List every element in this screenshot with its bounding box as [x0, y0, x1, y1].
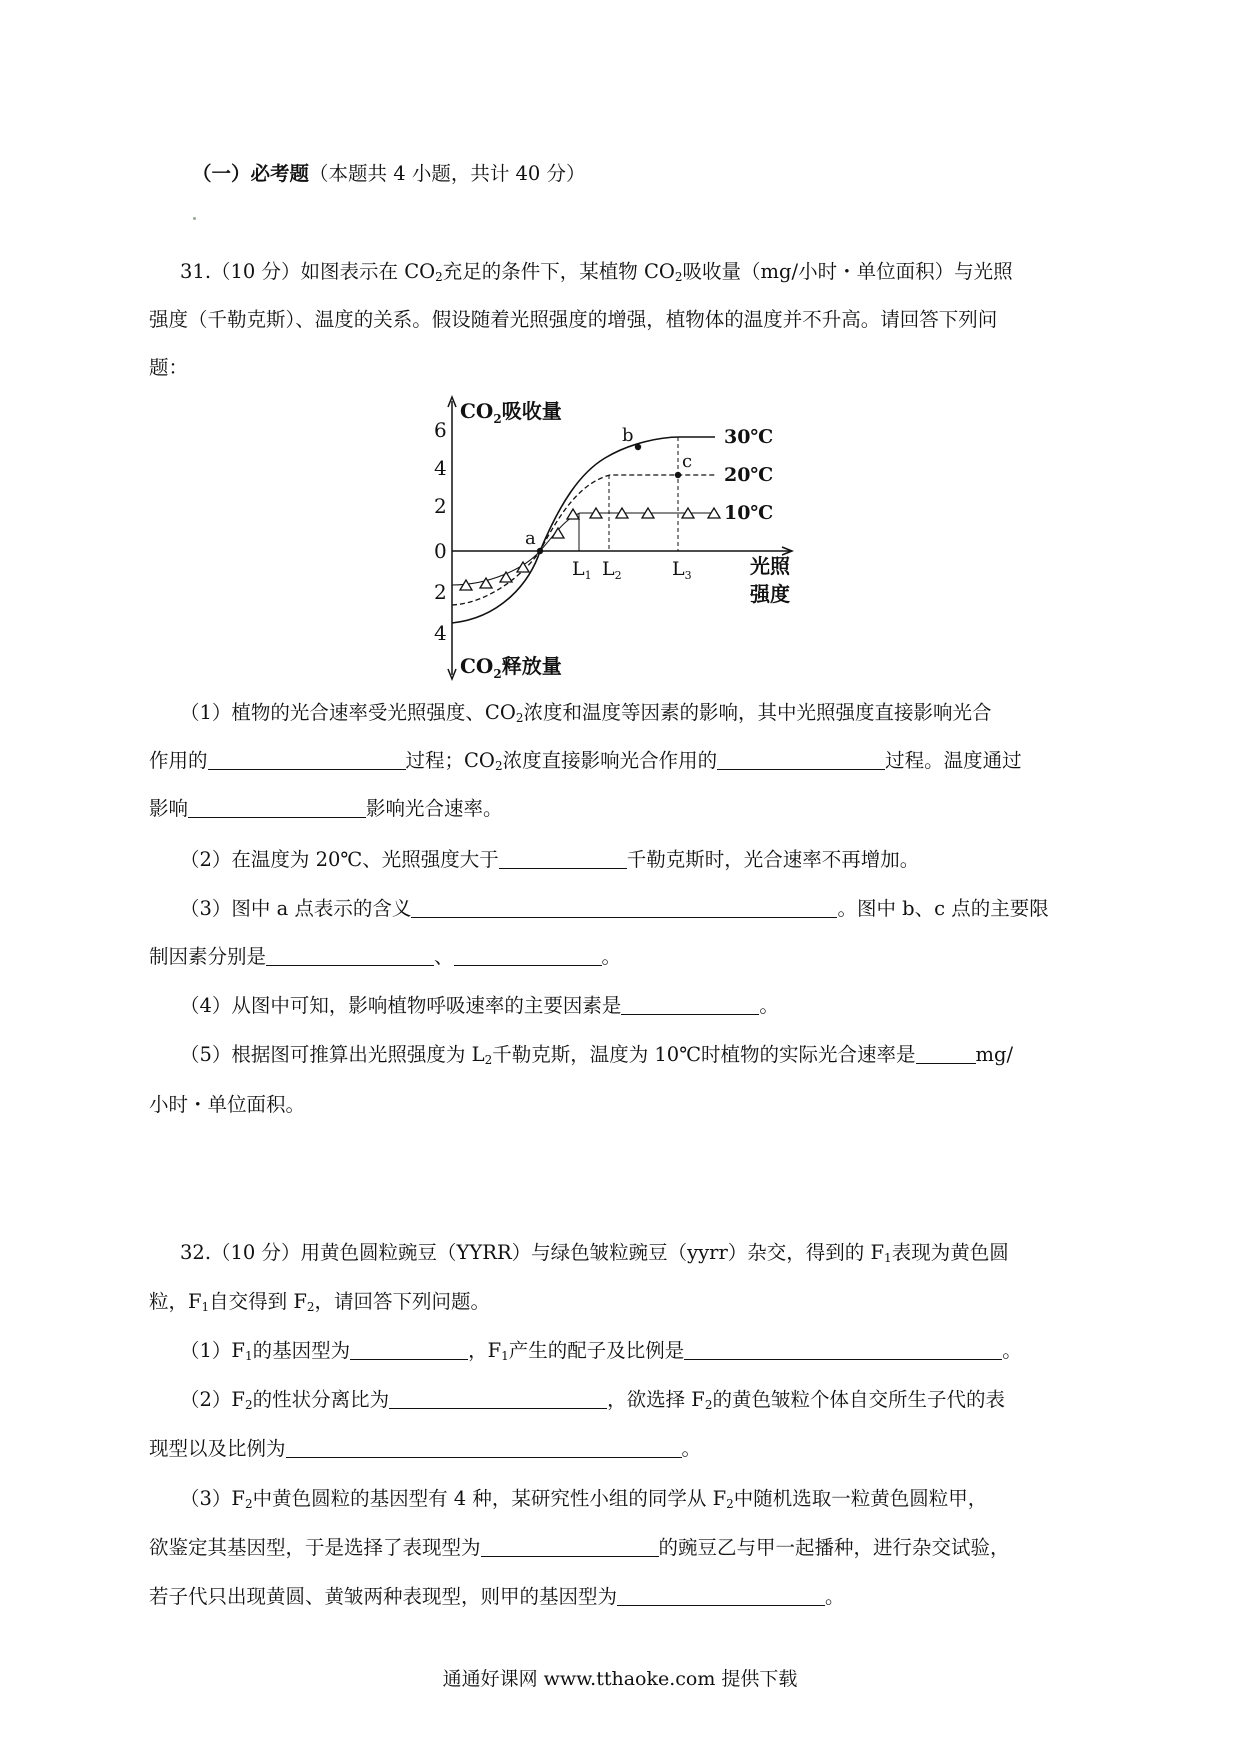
answer-blank[interactable] — [350, 1341, 468, 1360]
x-axis-label-line1: 光照 — [750, 554, 790, 578]
answer-blank[interactable] — [617, 1587, 825, 1606]
y-tick-label: 0 — [434, 539, 447, 563]
answer-blank[interactable] — [717, 751, 885, 770]
q31-sub5-line1: （5）根据图可推算出光照强度为 $L_2$千勒克斯，温度为 10℃时植物的实际光合速率是 mg/ — [180, 1043, 1014, 1067]
stray-mark — [193, 217, 196, 220]
q32-intro-line1: 32.（10 分）用黄色圆粒豌豆（YYRR）与绿色皱粒豌豆（yyrr）杂交，得到的 $F_1$表现为黄色圆 — [180, 1241, 1009, 1265]
series-20c-line — [452, 475, 715, 605]
y-tick-label: 4 — [434, 621, 447, 645]
co2-light-temperature-chart — [430, 393, 810, 683]
q32-sub2-line2: 现型以及比例为 。 — [149, 1437, 702, 1460]
y-tick-label: 6 — [434, 418, 447, 442]
triangle-marker — [500, 572, 512, 582]
section-note: （本题共 4 小题，共计 40 分） — [309, 162, 586, 185]
answer-blank[interactable] — [916, 1045, 976, 1064]
x-axis-label-line2: 强度 — [750, 582, 790, 606]
point-c-label: c — [682, 451, 693, 472]
answer-blank[interactable] — [286, 1439, 682, 1458]
point-c — [675, 472, 681, 478]
q31-sub1-line3: 影响 影响光合速率。 — [149, 797, 503, 820]
point-b-label: b — [622, 425, 634, 446]
point-a-label: a — [525, 528, 536, 549]
q31-intro-line1: 31.（10 分）如图表示在 $CO_2$充足的条件下，某植物 $CO_2$吸收量（mg/小时・单位面积）与光照 — [180, 260, 1013, 284]
answer-blank[interactable] — [684, 1341, 1002, 1360]
answer-blank[interactable] — [411, 899, 837, 918]
answer-blank[interactable] — [389, 1390, 607, 1409]
q32-sub3-line3: 若子代只出现黄圆、黄皱两种表现型，则甲的基因型为 。 — [149, 1585, 845, 1608]
series-10c-label: 10℃ — [724, 502, 774, 524]
q31-sub5-line2: 小时・单位面积。 — [149, 1093, 306, 1116]
q31-sub3-line2: 制因素分别是 、 。 — [149, 945, 622, 968]
series-30c-line — [452, 437, 715, 623]
section-header — [192, 161, 586, 187]
point-b — [635, 444, 641, 450]
triangle-marker — [552, 528, 564, 538]
series-30c-label: 30℃ — [724, 426, 774, 448]
q31-sub2: （2）在温度为 20℃、光照强度大于 千勒克斯时，光合速率不再增加。 — [180, 848, 920, 871]
q31-sub1-line2: 作用的 过程；$CO_2$浓度直接影响光合作用的 过程。温度通过 — [149, 749, 1022, 773]
answer-blank[interactable] — [208, 751, 406, 770]
q31-sub1-line1: （1）植物的光合速率受光照强度、$CO_2$浓度和温度等因素的影响，其中光照强度直接影响光合 — [180, 701, 992, 725]
q32-sub1: $(1)F_1$的基因型为 ，$F_1$产生的配子及比例是 。 — [180, 1339, 1022, 1363]
y-tick-label: 4 — [434, 456, 447, 480]
answer-blank[interactable] — [266, 947, 434, 966]
section-label: （一）必考题 — [192, 162, 310, 185]
q31-intro-line2: 强度（千勒克斯）、温度的关系。假设随着光照强度的增强，植物体的温度并不升高。请回答下列问 — [149, 308, 998, 331]
x-tick-label-l3: $L_3$ — [672, 558, 692, 582]
q31-sub4: （4）从图中可知，影响植物呼吸速率的主要因素是 。 — [180, 994, 779, 1017]
series-20c-label: 20℃ — [724, 464, 774, 486]
y-tick-label: 2 — [434, 494, 447, 518]
page-footer: 通通好课网 www.tthaoke.com 提供下载 — [442, 1668, 798, 1690]
answer-blank[interactable] — [499, 850, 627, 869]
y-axis-label-bottom: $CO_2$释放量 — [460, 654, 562, 681]
x-tick-label-l2: $L_2$ — [602, 558, 622, 582]
q31-intro-line3: 题： — [149, 356, 189, 379]
q31-sub3-line1: （3）图中 a 点表示的含义 。图中 b、c 点的主要限 — [180, 897, 1049, 920]
answer-blank[interactable] — [188, 799, 366, 818]
y-tick-label: 2 — [434, 580, 447, 604]
q32-intro-line2: 粒，$F_1$自交得到 $F_2$，请回答下列问题。 — [149, 1290, 491, 1314]
point-a — [537, 548, 543, 554]
answer-blank[interactable] — [621, 996, 759, 1015]
q32-sub2-line1: $(2)F_2$的性状分离比为 ，欲选择 $F_2$的黄色皱粒个体自交所生子代的表 — [180, 1388, 1005, 1412]
y-axis-label-top: $CO_2$吸收量 — [460, 399, 562, 426]
q32-sub3-line2: 欲鉴定其基因型，于是选择了表现型为 的豌豆乙与甲一起播种，进行杂交试验， — [149, 1536, 1010, 1559]
x-tick-label-l1: $L_1$ — [572, 558, 592, 582]
answer-blank[interactable] — [454, 947, 602, 966]
answer-blank[interactable] — [481, 1538, 659, 1557]
q32-sub3-line1: $(3)F_2$中黄色圆粒的基因型有 4 种，某研究性小组的同学从 $F_2$中随机选取一粒黄色圆粒甲， — [180, 1487, 988, 1511]
